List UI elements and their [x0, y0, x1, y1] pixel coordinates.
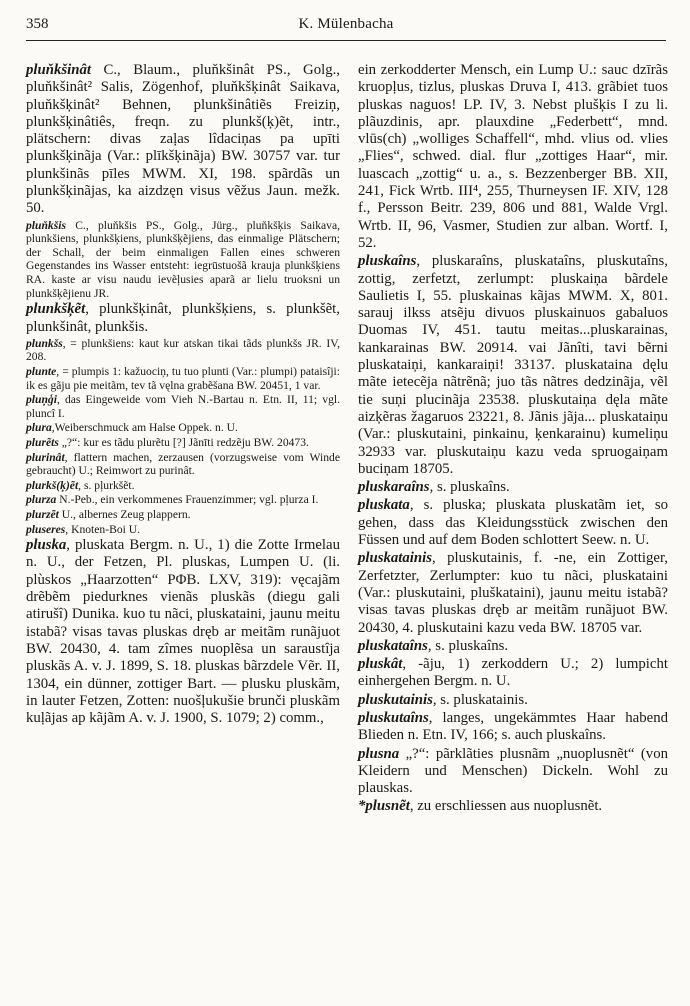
- dictionary-entry: [26, 436, 340, 450]
- entry-headword: plurinât: [26, 450, 65, 464]
- dictionary-entry: [26, 62, 340, 218]
- entry-headword: pluskata: [358, 497, 410, 514]
- entry-headword: plunkšs: [26, 336, 63, 350]
- dictionary-entry: [358, 550, 668, 636]
- entry-text: , s. pļurkšẽt.: [78, 478, 135, 492]
- entry-text: , = plunkšiens: kaut kur atskan tikai tãds plunkšs JR. IV, 208.: [26, 336, 340, 364]
- entry-headword: plurzẽt: [26, 507, 59, 521]
- entry-headword: pluņģi: [26, 393, 57, 407]
- entry-text: „?“: kur es tãdu plurẽtu [?] Jãnīti redzẽju BW. 20473.: [58, 435, 309, 449]
- entry-text: , pluskaraîns, pluskataîns, pluskutaîns, zottig, zerfetzt, zerlumpt: pluskaiņa bãrdele Saulietis I, 55. pluskainas kãjas MWM. X, 801. sarauj ilkss atsẽju divuos pluskainuos gabaluos Duomas IV, 451. tautu meitas...pluskarainas, kankarainas BW. 20914. vai Jãnîti, tavi bẽrni pluskataiņi, kankaraiņi! 33137. pluskataina dęlu mãte ietecẽja nãtrẽnã; juo tãs nãtres dedzinãja, vẽl tie suņi plucinãja 23538. pluskutaiņa dęla mãte aizķẽras žagaruos 23221, 8. Jãnis jãja... pluskataiņu (Var.: pluskutaini, pinkainu, ķenkarainu) kumeliņu 32933 var. pluskutaiņu kazu veda spruogaiņam buciņam 18705.: [358, 253, 668, 477]
- entry-headword: plunte: [26, 365, 57, 379]
- page-header: [26, 14, 666, 41]
- entry-headword: plurza: [26, 493, 57, 507]
- entry-text: C., Blaum., pluňkšinât PS., Golg., pluňkšinât² Salis, Zögenhof, pluňkšķinât Saikava, pluňkšķinât² Behnen, plunkšinâtiẽs Freiziņ, plunkšķinâtiês, freqn. zu plunkš(ķ)ẽt, intr., plätschern: divas zaļas lîdaciņas pa upīti plunkšķinãja (Var.: plīkšķinãja) BW. 30757 var. tur plunkšinãs pīles MWM. XI, 198. spãrdãs un plunkšķinãjas, ka aizdzęn visus vẽžus Jaun. mežk. 50.: [26, 62, 340, 217]
- dictionary-entry: [26, 508, 340, 522]
- entry-text: C., pluňkšis PS., Golg., Jürg., pluňkšķis Saikava, plunkšiens, plunkšķiens, plunkšķẽjiens, das einmalige Plätschern; der Schall, der beim einmaligen Fallen eines schweren Gegenstandes ins Wasser entsteht: iegrūstuošã krauja plunkšķiens RA. kaste ar visu naudu ievẽļusies aparã ar lielu truoksni un plunkšķẽjienu JR.: [26, 218, 340, 300]
- entry-text: U., albernes Zeug plappern.: [58, 507, 191, 521]
- entry-headword: plurkš(ķ)ẽt: [26, 478, 79, 492]
- dictionary-entry: [358, 746, 668, 798]
- entry-headword: plusna: [358, 745, 400, 762]
- entry-headword: plurẽts: [26, 435, 59, 449]
- dictionary-entry: [26, 493, 340, 507]
- entry-headword: pluska: [26, 537, 67, 554]
- dictionary-entry: [26, 523, 340, 537]
- dictionary-entry: [358, 479, 668, 496]
- entry-text: , flattern machen, zerzausen (vorzugsweise vom Winde gebraucht) U.; Reimwort zu purinât.: [26, 450, 340, 478]
- entry-text: , s. pluskaîns.: [427, 637, 509, 654]
- entry-text: , langes, ungekämmtes Haar habend Blieden n. Etn. IV, 166; s. auch pluskaîns.: [358, 709, 668, 744]
- entry-text: ein zerkodderter Mensch, ein Lump U.: sauc dzīrãs kruopļus, tizlus, pluskas Druva I, 413. grãbiet tuos pluskas naguos! LP. IV, 3. Nebst plušķis I zu li. plãuzdinis, apr. plauxdine „Federbett“, mnd. vlūs(ch) „wolliges Schaffell“, mhd. vlius od. vlies „Flies“, schwed. dial. flur „zottiges Haar“, mir. luascach „zottig“ u. a., s. Bezzenberger BB. XII, 241, Fick Wrtb. III⁴, 255, Thurneysen IF. XIV, 128 f., Persson Beitr. 239, 806 und 881, Walde Vrgl. Wrtb. II, 96, Vasmer, Studien zur alban. Wortf. I, 52.: [358, 62, 668, 251]
- entry-text: N.-Peb., ein verkommenes Frauenzimmer; vgl. pļurza I.: [56, 493, 319, 507]
- page-number: 358: [26, 16, 49, 32]
- dictionary-entry: [26, 219, 340, 301]
- entry-text: , das Eingeweide vom Vieh N.-Bartau n. Etn. II, 11; vgl. pluncî I.: [26, 393, 340, 420]
- entry-text: , plunkšķinât, plunkšķiens, s. plunkšẽt, plunkšinât, plunkšis.: [26, 301, 340, 335]
- entry-headword: pluňkšinât: [26, 62, 91, 78]
- entry-text: , pluskata Bergm. n. U., 1) die Zotte Irmelau n. U., der Fetzen, Pl. pluskas, Lumpen U. (li. plùskos „Haarzotten“ PΦB. LXV, 319): vęcajãm drẽbẽm piedurknes vienãs pluskãs (diegu gali atirušî) Dunika. kuo tu nãci, pluskataini, jaunu meitu istabã? visas tavas pluskas dręb ar meitãm runãjuot BW. 20430, 4. tam zîmes nuoplẽsa un saraustîja pluskãs A. v. J. 1899, S. 18. pluskas bãrzdele Vẽr. II, 1304, ein dünner, zottiger Bart. — plusku pluskãm, in lauter Fetzen, Zotten: nuošļukušie brunči pluskãm kuļãjas ap kãjãm A. v. J. 1900, S. 1079; 2) comm.,: [26, 537, 340, 727]
- entry-headword: pluseres: [26, 522, 66, 536]
- dictionary-entry: [358, 692, 668, 709]
- dictionary-entry: [26, 337, 340, 364]
- dictionary-entry: [358, 638, 668, 655]
- entry-headword: plunkšķẽt: [26, 301, 86, 318]
- entry-text: „?“: pãrklãties plusnãm „nuoplusnẽt“ (von Kleidern und Menschen) Dickeln. Wohl zu plauskas.: [358, 745, 668, 797]
- dictionary-entry: [26, 451, 340, 478]
- entry-headword: pluskatainis: [358, 550, 433, 567]
- running-title: K. Mülenbacha: [298, 16, 394, 32]
- dictionary-entry: [26, 479, 340, 493]
- entry-headword: pluskataîns: [358, 637, 428, 654]
- dictionary-entry: [358, 497, 668, 549]
- dictionary-entry: [26, 301, 340, 336]
- entry-text: , s. pluska; pluskata pluskatãm iet, so gehen, dass das Kleidungsstück zwischen den Füssen und auf dem Boden schlottert Seew. n. U.: [358, 497, 668, 549]
- dictionary-entry: [358, 798, 668, 815]
- entry-text: , s. pluskatainis.: [432, 691, 528, 708]
- dictionary-entry: [358, 253, 668, 478]
- entry-text: , Knoten-Boi U.: [65, 522, 141, 536]
- entry-headword: *plusnẽt: [358, 798, 410, 815]
- entry-headword: plura: [26, 421, 52, 435]
- entry-headword: pluskât: [358, 656, 403, 673]
- entry-text: , s. pluskaîns.: [429, 479, 510, 496]
- left-column: [26, 62, 340, 727]
- dictionary-entry: [26, 365, 340, 392]
- dictionary-entry: [358, 710, 668, 745]
- dictionary-entry: [26, 537, 340, 727]
- entry-text: , = plumpis 1: kažuociņ, tu tuo plunti (Var.: plumpi) pataisîji: ik es gãju pie meitãm, tev tã vęlna grabẽšana BW. 20451, 1 var.: [26, 365, 340, 392]
- entry-text: , pluskutainis, f. -ne, ein Zottiger, Zerfetzter, Zerlumpter: kuo tu nãci, pluskataini (Var.: pluskutaini, pluškataini), jaunu meitu istabã? visas tavas pluskas dręb ar meitãm runãjuot BW. 20430, 4. pluskutaini kazu veda BW. 18705 var.: [358, 550, 668, 636]
- dictionary-entry: [26, 393, 340, 420]
- entry-text: ,Weiberschmuck am Halse Oppek. n. U.: [51, 421, 238, 435]
- dictionary-entry: [358, 656, 668, 691]
- entry-headword: pluňkšis: [26, 218, 66, 232]
- dictionary-entry: [358, 62, 668, 252]
- entry-headword: pluskutainis: [358, 691, 433, 708]
- entry-headword: pluskaraîns: [358, 479, 430, 496]
- dictionary-entry: [26, 421, 340, 435]
- entry-text: , -ãju, 1) zerkoddern U.; 2) lumpicht einhergehen Bergm. n. U.: [358, 656, 668, 690]
- entry-headword: pluskaîns: [358, 253, 417, 270]
- entry-text: , zu erschliessen aus nuoplusnẽt.: [409, 798, 603, 815]
- right-column: [358, 62, 668, 816]
- entry-headword: pluskutaîns: [358, 709, 429, 726]
